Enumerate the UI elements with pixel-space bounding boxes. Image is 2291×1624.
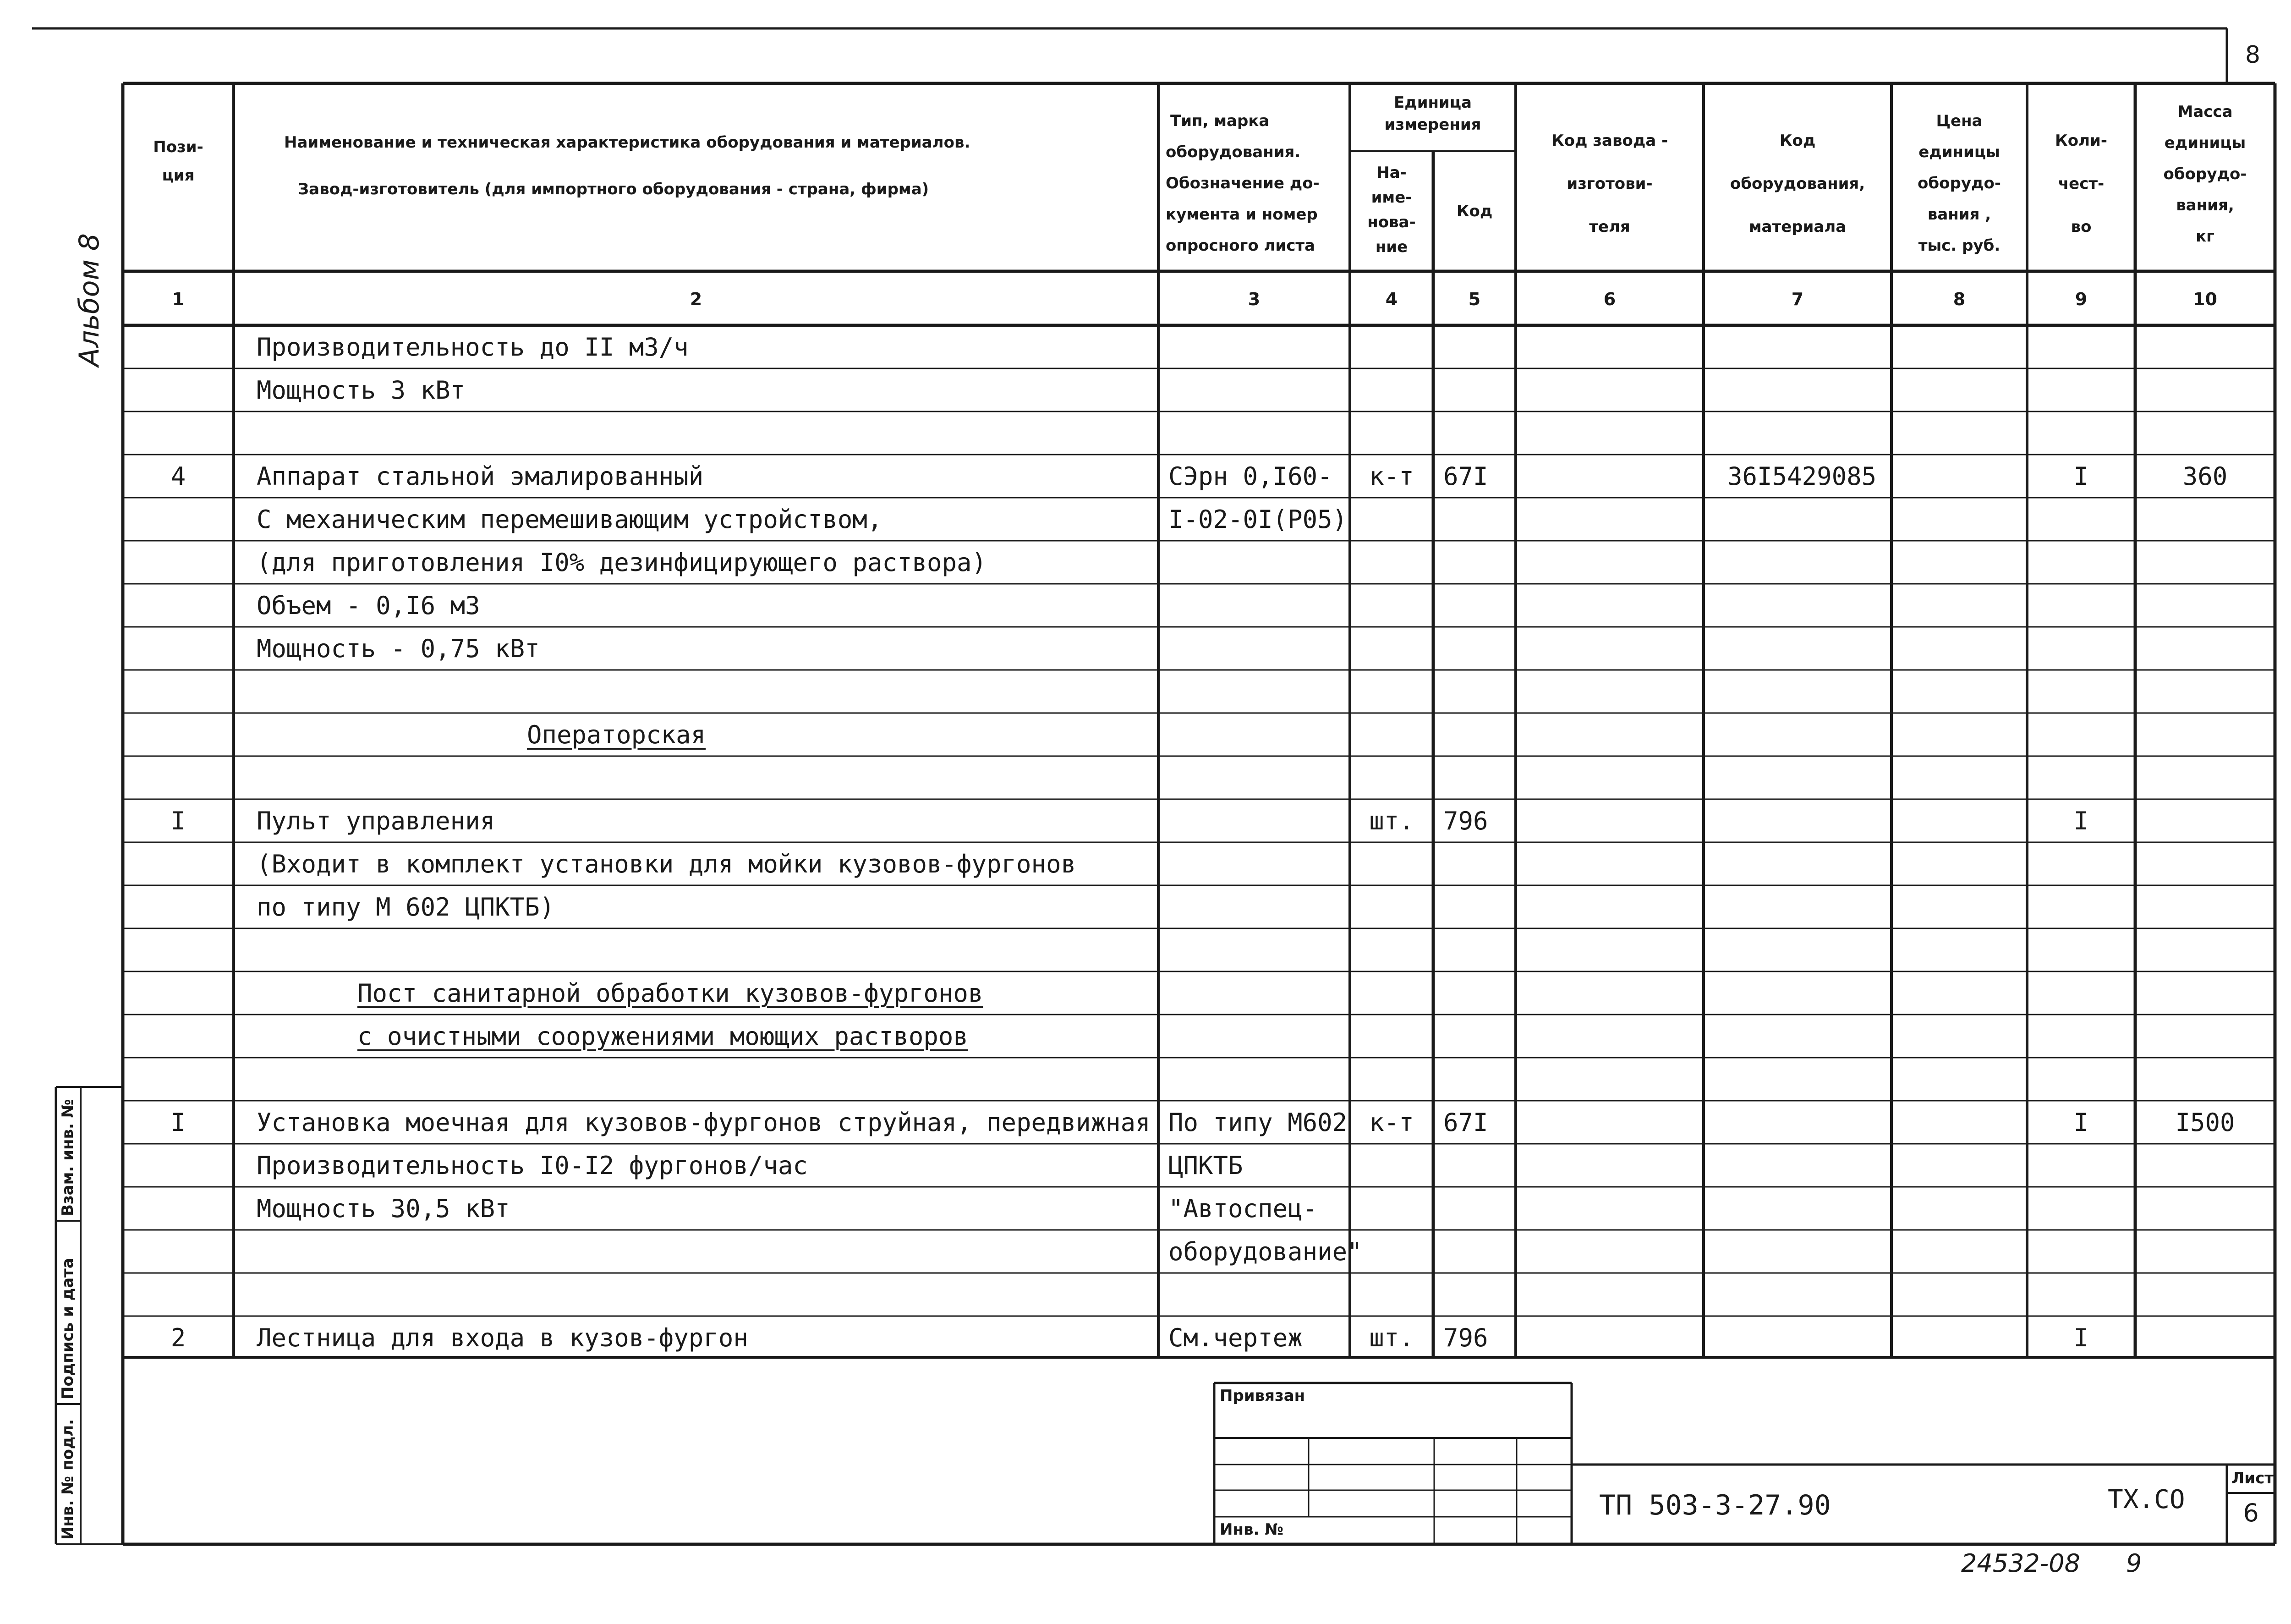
inv-no-label: Инв. № bbox=[1220, 1520, 1284, 1539]
cell-mass: 360 bbox=[2182, 462, 2228, 491]
cell-unit: шт. bbox=[1369, 807, 1414, 835]
cell-name: Пульт управления bbox=[257, 807, 495, 835]
cell-position: I bbox=[170, 807, 186, 835]
cell-name: С механическим перемешивающим устройством, bbox=[257, 505, 882, 534]
cell-type: I-02-0I(Р05) bbox=[1168, 505, 1348, 534]
cell-type: оборудование" bbox=[1168, 1237, 1362, 1266]
header-unit-name: На- име- нова- ние bbox=[1367, 164, 1416, 256]
cell-name: Мощность - 0,75 кВт bbox=[257, 634, 540, 663]
colnum: 9 bbox=[2075, 289, 2088, 309]
header-price: Цена единицы оборудо- вания , тыс. руб. bbox=[1918, 112, 2001, 255]
colnum: 10 bbox=[2193, 289, 2217, 309]
colnum: 1 bbox=[172, 289, 185, 309]
cell-quantity: I bbox=[2073, 1323, 2089, 1352]
cell-unit-code: 67I bbox=[1443, 462, 1488, 491]
cell-type: См.чертеж bbox=[1168, 1323, 1303, 1352]
cell-quantity: I bbox=[2073, 1108, 2089, 1137]
cell-name: Производительность I0-I2 фургонов/час bbox=[257, 1151, 808, 1180]
cell-name: Аппарат стальной эмалированный bbox=[257, 462, 704, 491]
colnum: 5 bbox=[1468, 289, 1481, 309]
cell-name: Производительность до II м3/ч bbox=[257, 333, 689, 362]
cell-mass: I500 bbox=[2175, 1108, 2235, 1137]
cell-unit: шт. bbox=[1369, 1323, 1414, 1352]
colnum: 8 bbox=[1953, 289, 1966, 309]
header-name: Наименование и техническая характеристика оборудования и материалов. Завод-изготовитель (для импортного оборудования - страна, фирма) bbox=[284, 133, 970, 198]
cell-type: ЦПКТБ bbox=[1168, 1151, 1243, 1180]
cell-quantity: I bbox=[2073, 807, 2089, 835]
cell-type: По типу М602 bbox=[1168, 1108, 1348, 1137]
sheet-number: 6 bbox=[2243, 1498, 2259, 1527]
cell-name: Мощность 3 кВт bbox=[257, 376, 466, 405]
header-mass: Масса единицы оборудо- вания, кг bbox=[2163, 103, 2247, 246]
cell-name: по типу М 602 ЦПКТБ) bbox=[257, 893, 555, 922]
cell-name: (для приготовления I0% дезинфицирующего раствора) bbox=[257, 548, 987, 577]
cell-unit-code: 796 bbox=[1443, 1323, 1488, 1352]
album-note: Альбом 8 bbox=[73, 233, 105, 367]
cell-name: Операторская bbox=[527, 720, 706, 749]
header-unit: Единица измерения bbox=[1384, 93, 1481, 134]
cell-unit: к-т bbox=[1369, 1108, 1414, 1137]
sheet-label: Лист bbox=[2231, 1469, 2274, 1487]
footer-number: 24532-08 bbox=[1961, 1549, 2080, 1578]
cell-name: Лестница для входа в кузов-фургон bbox=[257, 1323, 748, 1352]
header-quantity: Коли- чест- во bbox=[2055, 132, 2107, 236]
colnum: 7 bbox=[1791, 289, 1804, 309]
cell-unit: к-т bbox=[1369, 462, 1414, 491]
header-equipment-code: Код оборудования, материала bbox=[1730, 132, 1865, 236]
colnum: 3 bbox=[1248, 289, 1261, 309]
doc-code: ТП 503-3-27.90 bbox=[1599, 1489, 1831, 1521]
cell-name: Пост санитарной обработки кузовов-фургонов bbox=[357, 979, 983, 1008]
page-number: 8 bbox=[2245, 41, 2261, 69]
header-plant-code: Код завода - изготови- теля bbox=[1551, 132, 1668, 236]
side-stamp-replace: Взам. инв. № bbox=[59, 1099, 77, 1216]
cell-position: I bbox=[170, 1108, 186, 1137]
side-stamp-signature: Подпись и дата bbox=[59, 1258, 77, 1399]
colnum: 4 bbox=[1385, 289, 1398, 309]
cell-name: Установка моечная для кузовов-фургонов струйная, передвижная bbox=[257, 1108, 1151, 1137]
colnum: 2 bbox=[690, 289, 702, 309]
side-stamp-inv: Инв. № подл. bbox=[59, 1419, 77, 1540]
cell-position: 4 bbox=[170, 462, 186, 491]
cell-quantity: I bbox=[2073, 462, 2089, 491]
cell-name: Объем - 0,I6 м3 bbox=[257, 591, 480, 620]
cell-type: СЭрн 0,I60- bbox=[1168, 462, 1332, 491]
header-unit-code: Код bbox=[1456, 202, 1493, 220]
privyazan-label: Привязан bbox=[1220, 1387, 1305, 1405]
cell-unit-code: 796 bbox=[1443, 807, 1488, 835]
footer-page: 9 bbox=[2126, 1549, 2142, 1578]
cell-name: Мощность 30,5 кВт bbox=[257, 1194, 510, 1223]
cell-name: с очистными сооружениями моющих растворов bbox=[357, 1022, 968, 1051]
cell-unit-code: 67I bbox=[1443, 1108, 1488, 1137]
colnum: 6 bbox=[1603, 289, 1616, 309]
cell-position: 2 bbox=[170, 1323, 186, 1352]
cell-name: (Входит в комплект установки для мойки кузовов-фургонов bbox=[257, 850, 1076, 878]
cell-type: "Автоспец- bbox=[1168, 1194, 1318, 1223]
header-type: Тип, марка оборудования. Обозначение до- кумента и номер опросного листа bbox=[1166, 112, 1320, 255]
cell-equipment-code: 36I5429085 bbox=[1727, 462, 1877, 491]
header-position: Пози- ция bbox=[153, 138, 203, 185]
doc-mark: ТХ.СО bbox=[2108, 1485, 2185, 1514]
